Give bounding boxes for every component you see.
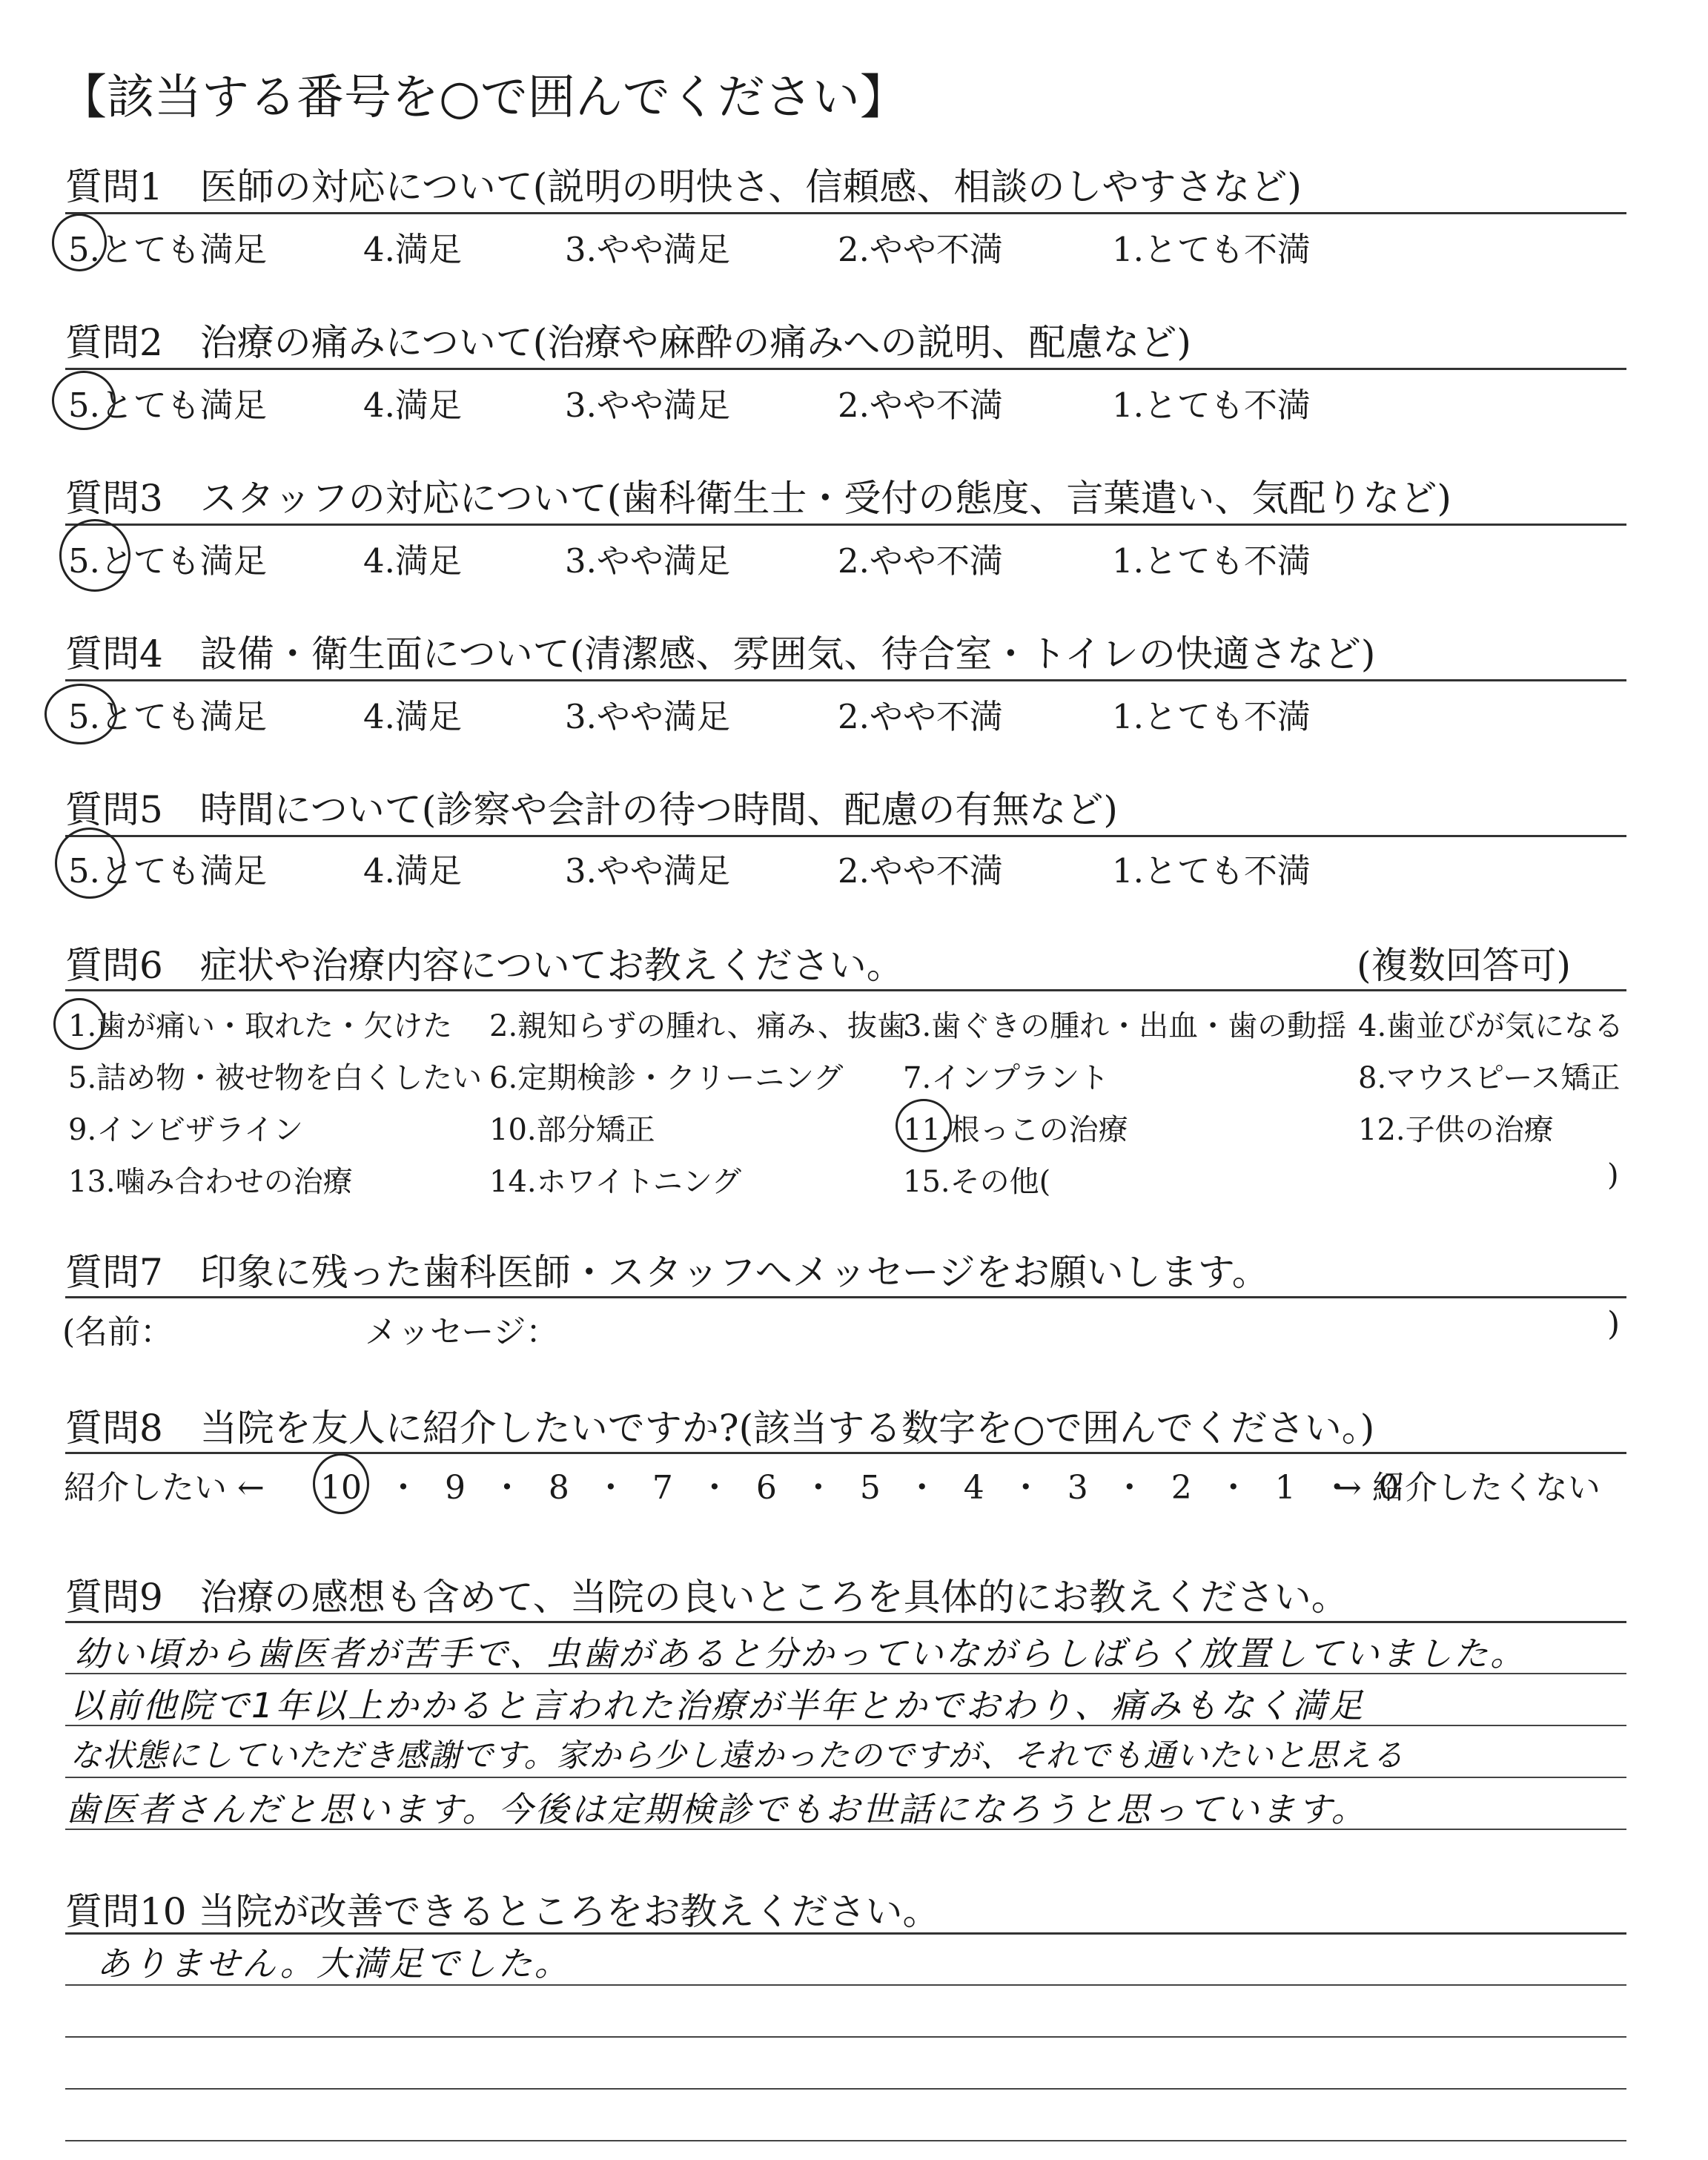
q2-rule	[65, 368, 1626, 370]
q3-option-2[interactable]: 2.やや不満	[838, 541, 1003, 581]
q9-rule-2	[65, 1673, 1626, 1674]
q8-right-label: → 紹介したくない	[1334, 1469, 1601, 1507]
q6-option-5[interactable]: 5.詰め物・被せ物を白くしたい	[68, 1061, 483, 1095]
q9-answer-line-4: 歯医者さんだと思います。今後は定期検診でもお世話になろうと思っています。	[65, 1789, 1368, 1829]
q2-option-5[interactable]: 5.とても満足	[68, 386, 267, 425]
q2-option-4[interactable]: 4.満足	[363, 386, 462, 425]
q2-heading: 質問2 治療の痛みについて(治療や麻酔の痛みへの説明、配慮など)	[65, 321, 1191, 364]
q9-rule-3	[65, 1725, 1626, 1726]
q6-heading: 質問6 症状や治療内容についてお教えください。	[65, 944, 904, 987]
q6-option-7[interactable]: 7.インプラント	[903, 1061, 1110, 1095]
q6-option-14[interactable]: 14.ホワイトニング	[489, 1165, 742, 1199]
q8-left-label: 紹介したい ←	[64, 1469, 265, 1507]
q5-option-5[interactable]: 5.とても満足	[68, 851, 267, 891]
q6-option-13[interactable]: 13.噛み合わせの治療	[68, 1165, 353, 1199]
page-title: 【該当する番号を○で囲んでください】	[59, 70, 907, 125]
q6-option-2[interactable]: 2.親知らずの腫れ、痛み、抜歯	[489, 1009, 907, 1043]
q2-option-1[interactable]: 1.とても不満	[1112, 386, 1311, 425]
q7-name-label: (名前：	[62, 1313, 173, 1351]
q6-option-9[interactable]: 9.インビザライン	[68, 1113, 303, 1147]
q6-option-11-circle-mark	[896, 1099, 952, 1152]
q4-heading: 質問4 設備・衛生面について(清潔感、雰囲気、待合室・トイレの快適さなど)	[65, 633, 1376, 676]
q4-option-4[interactable]: 4.満足	[363, 697, 462, 736]
q1-option-1[interactable]: 1.とても不満	[1112, 230, 1311, 269]
q5-selected-circle-mark	[55, 828, 125, 899]
q2-option-2[interactable]: 2.やや不満	[838, 386, 1003, 425]
q3-heading: 質問3 スタッフの対応について(歯科衛生士・受付の態度、言葉遣い、気配りなど)	[65, 477, 1452, 520]
q1-selected-circle-mark	[52, 214, 107, 271]
q7-close-paren: )	[1607, 1305, 1621, 1343]
q3-option-1[interactable]: 1.とても不満	[1112, 541, 1311, 581]
q5-option-3[interactable]: 3.やや満足	[565, 851, 730, 891]
q10-rule-2	[65, 1984, 1626, 1986]
q5-option-2[interactable]: 2.やや不満	[838, 851, 1003, 891]
q9-rule-5	[65, 1829, 1626, 1830]
q6-option-3[interactable]: 3.歯ぐきの腫れ・出血・歯の動揺	[903, 1009, 1347, 1043]
q9-answer-line-3: な状態にしていただき感謝です。家から少し遠かったのですが、それでも通いたいと思える	[70, 1737, 1405, 1774]
q8-scale[interactable]: 10 ・ 9 ・ 8 ・ 7 ・ 6 ・ 5 ・ 4 ・ 3 ・ 2 ・ 1 ・ 0	[320, 1469, 1400, 1507]
q10-rule-1	[65, 1932, 1626, 1935]
q1-option-5[interactable]: 5.とても満足	[68, 230, 267, 269]
q6-option-15[interactable]: 15.その他(	[903, 1165, 1051, 1199]
q4-selected-circle-mark	[44, 684, 117, 744]
q5-option-4[interactable]: 4.満足	[363, 851, 462, 891]
q9-answer-line-1: 幼い頃から歯医者が苦手で、虫歯があると分かっていながらしばらく放置していました。	[74, 1634, 1527, 1674]
q6-option-4[interactable]: 4.歯並びが気になる	[1358, 1009, 1624, 1043]
q4-option-2[interactable]: 2.やや不満	[838, 697, 1003, 736]
q1-option-4[interactable]: 4.満足	[363, 230, 462, 269]
q9-heading: 質問9 治療の感想も含めて、当院の良いところを具体的にお教えください。	[65, 1576, 1348, 1619]
q5-rule	[65, 835, 1626, 837]
q1-rule	[65, 212, 1626, 214]
q6-rule	[65, 989, 1626, 991]
q5-option-1[interactable]: 1.とても不満	[1112, 851, 1311, 891]
q7-heading: 質問7 印象に残った歯科医師・スタッフへメッセージをお願いします。	[65, 1251, 1269, 1294]
q6-option-12[interactable]: 12.子供の治療	[1358, 1113, 1554, 1147]
q6-option-1[interactable]: 1.歯が痛い・取れた・欠けた	[68, 1009, 453, 1043]
q8-heading: 質問8 当院を友人に紹介したいですか?(該当する数字を○で囲んでください。)	[65, 1407, 1375, 1450]
q6-option-6[interactable]: 6.定期検診・クリーニング	[489, 1061, 844, 1095]
q10-rule-5	[65, 2140, 1626, 2141]
q1-heading: 質問1 医師の対応について(説明の明快さ、信頼感、相談のしやすさなど)	[65, 165, 1302, 208]
q6-option-11[interactable]: 11.根っこの治療	[903, 1113, 1128, 1147]
q6-multiple-note: (複数回答可)	[1357, 944, 1572, 987]
q6-option-10[interactable]: 10.部分矯正	[489, 1113, 655, 1147]
q6-option-8[interactable]: 8.マウスピース矯正	[1358, 1061, 1621, 1095]
q10-rule-4	[65, 2088, 1626, 2090]
q9-rule-4	[65, 1777, 1626, 1778]
q1-option-3[interactable]: 3.やや満足	[565, 230, 730, 269]
q3-rule	[65, 524, 1626, 526]
q4-option-5[interactable]: 5.とても満足	[68, 697, 267, 736]
q9-rule-1	[65, 1621, 1626, 1623]
q8-rule	[65, 1452, 1626, 1454]
q7-message-label: メッセージ：	[365, 1313, 559, 1351]
q5-heading: 質問5 時間について(診察や会計の待つ時間、配慮の有無など)	[65, 788, 1118, 831]
q4-option-3[interactable]: 3.やや満足	[565, 697, 730, 736]
q10-answer-line-1: ありません。大満足でした。	[96, 1943, 571, 1984]
q10-rule-3	[65, 2036, 1626, 2038]
q1-option-2[interactable]: 2.やや不満	[838, 230, 1003, 269]
q6-option-15-close: )	[1607, 1158, 1619, 1192]
q4-option-1[interactable]: 1.とても不満	[1112, 697, 1311, 736]
q2-option-3[interactable]: 3.やや満足	[565, 386, 730, 425]
q6-option-1-circle-mark	[53, 998, 105, 1050]
q3-option-4[interactable]: 4.満足	[363, 541, 462, 581]
q4-rule	[65, 679, 1626, 681]
q3-option-5[interactable]: 5.とても満足	[68, 541, 267, 581]
q9-answer-line-2: 以前他院で1年以上かかると言われた治療が半年とかでおわり、痛みもなく満足	[70, 1685, 1366, 1725]
q3-selected-circle-mark	[59, 519, 130, 592]
q7-rule	[65, 1296, 1626, 1298]
q10-heading: 質問10 当院が改善できるところをお教えください。	[65, 1890, 940, 1933]
q3-option-3[interactable]: 3.やや満足	[565, 541, 730, 581]
q2-selected-circle-mark	[52, 371, 116, 430]
q8-selected-circle-mark	[313, 1453, 369, 1514]
